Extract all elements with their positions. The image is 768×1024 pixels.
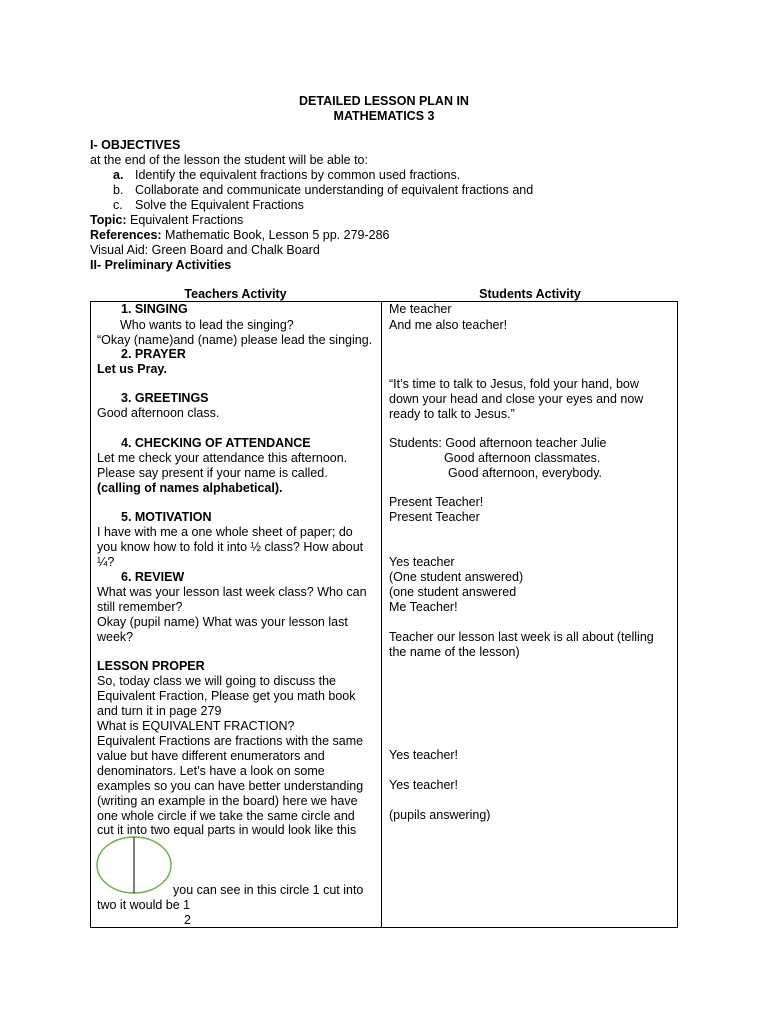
student-line: (one student answered bbox=[389, 585, 517, 599]
student-column-header: Students Activity bbox=[479, 287, 581, 301]
objective-marker-c: c. bbox=[113, 198, 123, 212]
student-line: down your head and close your eyes and now bbox=[389, 392, 644, 406]
teacher-line: Equivalent Fraction, Please get you math book bbox=[97, 689, 356, 703]
teacher-line: Please say present if your name is called. bbox=[97, 466, 328, 480]
teacher-column-header: Teachers Activity bbox=[184, 287, 287, 301]
topic-line bbox=[90, 213, 243, 228]
teacher-line: Okay (pupil name) What was your lesson last bbox=[97, 615, 348, 629]
student-line: “It’s time to talk to Jesus, fold your hand, bow bbox=[389, 377, 639, 391]
teacher-line: Good afternoon class. bbox=[97, 406, 220, 420]
teacher-line: Equivalent Fractions are fractions with the same bbox=[97, 734, 364, 748]
student-line: (pupils answering) bbox=[389, 808, 491, 822]
teacher-line: one whole circle if we take the same circle and bbox=[97, 809, 355, 823]
table-column-divider bbox=[381, 301, 382, 928]
student-line: Yes teacher! bbox=[389, 748, 459, 762]
teacher-line-singing: 1. SINGING bbox=[121, 302, 188, 316]
student-line: Good afternoon, everybody. bbox=[448, 466, 603, 480]
student-line: Me teacher bbox=[389, 302, 452, 316]
teacher-line: So, today class we will going to discuss the bbox=[97, 674, 337, 688]
teacher-line: I have with me a one whole sheet of paper; do bbox=[97, 525, 353, 539]
teacher-line: denominators. Let’s have a look on some bbox=[97, 764, 325, 778]
teacher-line: “Okay (name)and (name) please lead the singing. bbox=[97, 333, 373, 347]
title-line-2: MATHEMATICS 3 bbox=[333, 109, 435, 123]
teacher-line: you can see in this circle 1 cut into bbox=[173, 883, 364, 897]
student-line: ready to talk to Jesus.” bbox=[389, 407, 515, 421]
teacher-line: Let us Pray. bbox=[97, 362, 167, 376]
references-label: References: bbox=[90, 228, 162, 242]
objective-item-b: Collaborate and communicate understanding of equivalent fractions and bbox=[135, 183, 534, 197]
student-line: Yes teacher! bbox=[389, 778, 459, 792]
objective-item-c: Solve the Equivalent Fractions bbox=[135, 198, 304, 212]
teacher-line-review: 6. REVIEW bbox=[121, 570, 185, 584]
student-line: (One student answered) bbox=[389, 570, 524, 584]
student-line: Present Teacher! bbox=[389, 495, 484, 509]
teacher-line: cut it into two equal parts in would look like this bbox=[97, 823, 357, 837]
student-line: Students: Good afternoon teacher Julie bbox=[389, 436, 607, 450]
teacher-line-motivation: 5. MOTIVATION bbox=[121, 510, 212, 524]
teacher-line-greetings: 3. GREETINGS bbox=[121, 391, 209, 405]
objectives-intro: at the end of the lesson the student will be able to: bbox=[90, 153, 368, 167]
student-line: Teacher our lesson last week is all about (telling bbox=[389, 630, 654, 644]
teacher-line: two it would be 1 bbox=[97, 898, 191, 912]
objective-marker-b: b. bbox=[113, 183, 124, 197]
teacher-line: week? bbox=[97, 630, 134, 644]
objective-marker-a: a. bbox=[113, 168, 124, 182]
references-line bbox=[90, 228, 390, 243]
teacher-line: What is EQUIVALENT FRACTION? bbox=[97, 719, 295, 733]
teacher-line: (writing an example in the board) here we have bbox=[97, 794, 358, 808]
visual-aid-line: Visual Aid: Green Board and Chalk Board bbox=[90, 243, 320, 257]
teacher-line-prayer: 2. PRAYER bbox=[121, 347, 186, 361]
title-line-1: DETAILED LESSON PLAN IN bbox=[299, 94, 469, 108]
topic-label: Topic: bbox=[90, 213, 127, 227]
student-line: And me also teacher! bbox=[389, 318, 508, 332]
student-line: Me Teacher! bbox=[389, 600, 458, 614]
teacher-line-attendance: 4. CHECKING OF ATTENDANCE bbox=[121, 436, 311, 450]
references-value: Mathematic Book, Lesson 5 pp. 279-286 bbox=[161, 228, 390, 242]
teacher-line: still remember? bbox=[97, 600, 183, 614]
fraction-denominator: 2 bbox=[184, 913, 191, 927]
topic-value: Equivalent Fractions bbox=[126, 213, 244, 227]
teacher-line: and turn it in page 279 bbox=[97, 704, 222, 718]
teacher-line-lesson-proper: LESSON PROPER bbox=[97, 659, 205, 673]
student-line: the name of the lesson) bbox=[389, 645, 520, 659]
teacher-line: What was your lesson last week class? Who can bbox=[97, 585, 367, 599]
teacher-line: ¼? bbox=[97, 555, 115, 569]
teacher-line: (calling of names alphabetical). bbox=[97, 481, 283, 495]
student-line: Good afternoon classmates. bbox=[444, 451, 601, 465]
objective-item-a: Identify the equivalent fractions by common used fractions. bbox=[135, 168, 461, 182]
student-line: Yes teacher bbox=[389, 555, 455, 569]
teacher-line: value but have different enumerators and bbox=[97, 749, 325, 763]
objectives-heading: I- OBJECTIVES bbox=[90, 138, 181, 152]
circle-cut-in-half-icon bbox=[95, 835, 173, 895]
teacher-line: you know how to fold it into ½ class? How about bbox=[97, 540, 364, 554]
teacher-line: Let me check your attendance this afternoon. bbox=[97, 451, 348, 465]
preliminary-heading: II- Preliminary Activities bbox=[90, 258, 232, 272]
teacher-line: Who wants to lead the singing? bbox=[120, 318, 294, 332]
teacher-line: examples so you can have better understanding bbox=[97, 779, 364, 793]
student-line: Present Teacher bbox=[389, 510, 480, 524]
